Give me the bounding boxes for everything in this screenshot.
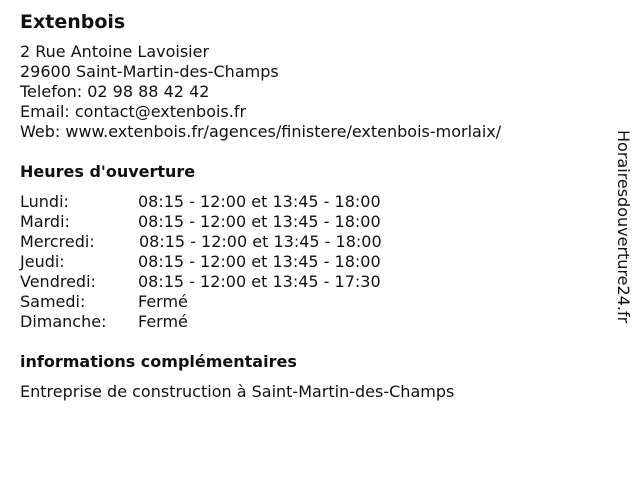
day-label: Mercredi: — [20, 232, 95, 251]
opening-hours-table — [20, 192, 600, 332]
website-text: Web: www.extenbois.fr/agences/finistere/extenbois-morlaix/ — [20, 122, 502, 141]
day-label: Lundi: — [20, 192, 69, 211]
hours-row-thursday — [20, 252, 600, 272]
site-watermark: Horairesdouverture24.fr — [614, 130, 633, 324]
day-label: Mardi: — [20, 212, 70, 231]
day-label: Samedi: — [20, 292, 86, 311]
day-label: Vendredi: — [20, 272, 96, 291]
email-text: Email: contact@extenbois.fr — [20, 102, 247, 121]
hours-row-sunday — [20, 312, 600, 332]
hours-value: Fermé — [138, 292, 188, 311]
business-name: Extenbois — [20, 11, 126, 33]
hours-value: 08:15 - 12:00 et 13:45 - 18:00 — [138, 192, 381, 211]
hours-row-friday — [20, 272, 600, 292]
additional-info-heading: informations complémentaires — [20, 352, 297, 371]
hours-row-tuesday — [20, 212, 600, 232]
phone-text: Telefon: 02 98 88 42 42 — [20, 82, 210, 101]
opening-hours-heading: Heures d'ouverture — [20, 162, 196, 181]
additional-info-text: Entreprise de construction à Saint-Martin-des-Champs — [20, 382, 455, 401]
hours-value: 08:15 - 12:00 et 13:45 - 18:00 — [138, 252, 381, 271]
hours-value: 08:15 - 12:00 et 13:45 - 18:00 — [138, 212, 381, 231]
address-street: 2 Rue Antoine Lavoisier — [20, 42, 210, 61]
day-label: Dimanche: — [20, 312, 107, 331]
business-card — [20, 10, 600, 402]
hours-value: 08:15 - 12:00 et 13:45 - 18:00 — [139, 232, 382, 251]
day-label: Jeudi: — [20, 252, 65, 271]
address-city: 29600 Saint-Martin-des-Champs — [20, 62, 279, 81]
hours-value: 08:15 - 12:00 et 13:45 - 17:30 — [138, 272, 381, 291]
hours-row-monday — [20, 192, 600, 212]
hours-value: Fermé — [138, 312, 188, 331]
hours-row-saturday — [20, 292, 600, 312]
hours-row-wednesday — [20, 232, 600, 252]
